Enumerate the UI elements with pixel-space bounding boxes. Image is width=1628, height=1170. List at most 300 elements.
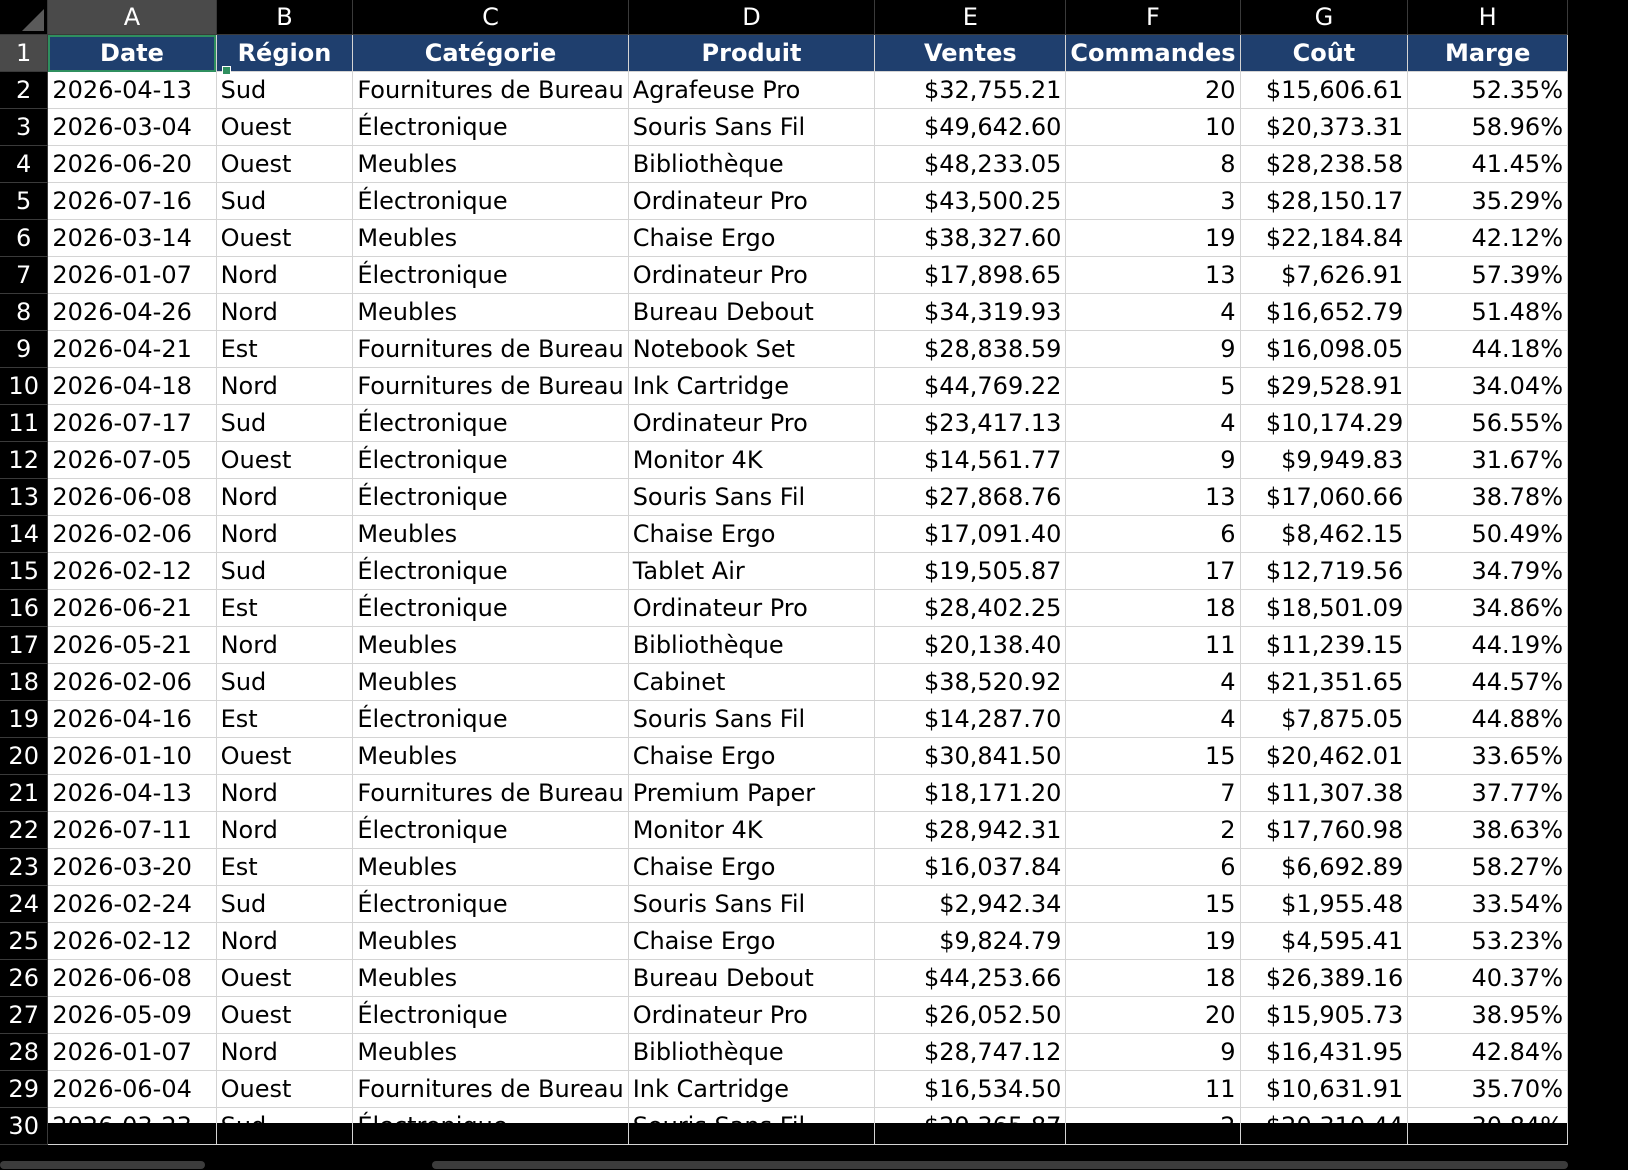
cell-date[interactable]: 2026-03-04 [48,109,216,146]
cell-cout[interactable]: $1,955.48 [1240,886,1408,923]
header-cell-commandes[interactable]: Commandes [1066,35,1240,72]
cell-date[interactable]: 2026-04-21 [48,331,216,368]
cell-cout[interactable]: $7,626.91 [1240,257,1408,294]
row-number[interactable]: 25 [0,923,48,960]
cell-categorie[interactable]: Électronique [353,812,628,849]
cell-date[interactable]: 2026-06-08 [48,960,216,997]
cell-ventes[interactable]: $2,942.34 [875,886,1066,923]
cell-commandes[interactable]: 15 [1066,886,1240,923]
cell-produit[interactable]: Ink Cartridge [628,368,875,405]
cell-marge[interactable]: 58.27% [1408,849,1568,886]
header-cell-cout[interactable]: Coût [1240,35,1408,72]
cell-cout[interactable]: $8,462.15 [1240,516,1408,553]
horizontal-scrollbar-thumb[interactable] [432,1161,1568,1169]
cell-produit[interactable]: Ink Cartridge [628,1071,875,1108]
cell-categorie[interactable]: Électronique [353,886,628,923]
cell-marge[interactable]: 52.35% [1408,72,1568,109]
row-number[interactable]: 7 [0,257,48,294]
column-heading-g[interactable]: G [1240,0,1408,35]
cell-date[interactable]: 2026-04-16 [48,701,216,738]
cell-marge[interactable]: 57.39% [1408,257,1568,294]
cell-ventes[interactable]: $28,402.25 [875,590,1066,627]
cell-region[interactable]: Nord [216,627,353,664]
table-row [0,220,1568,257]
table-row [0,812,1568,849]
cell-date[interactable]: 2026-05-21 [48,627,216,664]
cell-ventes[interactable]: $19,505.87 [875,553,1066,590]
cell-ventes[interactable]: $49,642.60 [875,109,1066,146]
table-row [0,368,1568,405]
table-row [0,405,1568,442]
cell-categorie[interactable]: Fournitures de Bureau [353,368,628,405]
table-row [0,590,1568,627]
cell-commandes[interactable]: 18 [1066,960,1240,997]
cell-categorie[interactable]: Fournitures de Bureau [353,1071,628,1108]
cell-ventes[interactable]: $9,824.79 [875,923,1066,960]
cell-marge[interactable]: 44.19% [1408,627,1568,664]
cell-marge[interactable]: 35.29% [1408,183,1568,220]
cell-commandes[interactable]: 4 [1066,294,1240,331]
cell-region[interactable]: Nord [216,1034,353,1071]
cell-date[interactable]: 2026-02-12 [48,553,216,590]
cell-commandes[interactable]: 19 [1066,220,1240,257]
cell-region[interactable]: Nord [216,368,353,405]
cell-region[interactable]: Nord [216,812,353,849]
cell-date[interactable]: 2026-06-04 [48,1071,216,1108]
cell-commandes[interactable]: 13 [1066,257,1240,294]
row-number[interactable]: 16 [0,590,48,627]
cell-cout[interactable]: $16,652.79 [1240,294,1408,331]
cell-produit[interactable]: Bibliothèque [628,1034,875,1071]
table-row [0,923,1568,960]
horizontal-scrollbar-left[interactable] [0,1161,205,1169]
cell-ventes[interactable]: $38,520.92 [875,664,1066,701]
cell-ventes[interactable]: $29,365.87 [875,1108,1066,1145]
cell-cout[interactable]: $10,631.91 [1240,1071,1408,1108]
column-heading-h[interactable]: H [1408,0,1568,35]
cell-ventes[interactable]: $28,838.59 [875,331,1066,368]
cell-commandes[interactable]: 4 [1066,664,1240,701]
cell-ventes[interactable]: $44,769.22 [875,368,1066,405]
cell-cout[interactable]: $26,389.16 [1240,960,1408,997]
cell-region[interactable]: Nord [216,775,353,812]
cell-produit[interactable]: Chaise Ergo [628,738,875,775]
cell-region[interactable]: Ouest [216,960,353,997]
cell-date[interactable]: 2026-02-06 [48,664,216,701]
cell-date[interactable]: 2026-01-07 [48,257,216,294]
row-number[interactable]: 24 [0,886,48,923]
cell-cout[interactable]: $20,310.44 [1240,1108,1408,1145]
cell-categorie[interactable]: Fournitures de Bureau [353,331,628,368]
cell-categorie[interactable]: Électronique [353,183,628,220]
cell-marge[interactable]: 41.45% [1408,146,1568,183]
cell-produit[interactable]: Tablet Air [628,553,875,590]
cell-categorie[interactable]: Électronique [353,442,628,479]
row-number[interactable]: 28 [0,1034,48,1071]
cell-categorie[interactable]: Meubles [353,220,628,257]
cell-region[interactable]: Sud [216,886,353,923]
cell-produit[interactable]: Cabinet [628,664,875,701]
header-cell-produit[interactable]: Produit [628,35,875,72]
cell-categorie[interactable]: Fournitures de Bureau [353,775,628,812]
table-row [0,1034,1568,1071]
table-row [0,442,1568,479]
cell-commandes[interactable]: 3 [1066,183,1240,220]
cell-categorie[interactable]: Électronique [353,553,628,590]
cell-marge[interactable]: 44.88% [1408,701,1568,738]
cell-cout[interactable]: $28,150.17 [1240,183,1408,220]
select-all-triangle-icon [22,9,44,31]
row-number-1[interactable]: 1 [0,35,48,72]
cell-produit[interactable]: Ordinateur Pro [628,405,875,442]
cell-produit[interactable]: Bureau Debout [628,960,875,997]
cell-date[interactable]: 2026-07-16 [48,183,216,220]
cell-region[interactable]: Est [216,590,353,627]
cell-cout[interactable]: $20,462.01 [1240,738,1408,775]
cell-categorie[interactable]: Électronique [353,405,628,442]
cell-ventes[interactable]: $17,091.40 [875,516,1066,553]
cell-commandes[interactable]: 7 [1066,775,1240,812]
cell-marge[interactable]: 42.84% [1408,1034,1568,1071]
cell-ventes[interactable]: $30,841.50 [875,738,1066,775]
cell-cout[interactable]: $7,875.05 [1240,701,1408,738]
cell-produit[interactable]: Chaise Ergo [628,220,875,257]
column-heading-b[interactable]: B [216,0,353,35]
row-number[interactable]: 9 [0,331,48,368]
cell-cout[interactable]: $16,098.05 [1240,331,1408,368]
cell-cout[interactable]: $17,060.66 [1240,479,1408,516]
cell-categorie[interactable]: Électronique [353,479,628,516]
cell-categorie[interactable]: Électronique [353,701,628,738]
column-heading-a[interactable]: A [48,0,216,35]
cell-marge[interactable]: 40.37% [1408,960,1568,997]
row-number[interactable]: 6 [0,220,48,257]
cell-categorie[interactable]: Meubles [353,960,628,997]
cell-marge[interactable]: 56.55% [1408,405,1568,442]
cell-region[interactable]: Ouest [216,442,353,479]
cell-date[interactable]: 2026-04-13 [48,72,216,109]
cell-cout[interactable]: $4,595.41 [1240,923,1408,960]
cell-date[interactable]: 2026-06-08 [48,479,216,516]
cell-date[interactable]: 2026-05-09 [48,997,216,1034]
cell-date[interactable]: 2026-04-18 [48,368,216,405]
table-row [0,960,1568,997]
cell-cout[interactable]: $21,351.65 [1240,664,1408,701]
cell-commandes[interactable]: 17 [1066,553,1240,590]
table-row [0,627,1568,664]
cell-categorie[interactable]: Meubles [353,923,628,960]
cell-produit[interactable]: Ordinateur Pro [628,183,875,220]
row-number[interactable]: 29 [0,1071,48,1108]
table-row [0,701,1568,738]
cell-cout[interactable]: $18,501.09 [1240,590,1408,627]
cell-commandes[interactable]: 9 [1066,331,1240,368]
cell-ventes[interactable]: $26,052.50 [875,997,1066,1034]
header-cell-marge[interactable]: Marge [1408,35,1568,72]
cell-date[interactable]: 2026-01-07 [48,1034,216,1071]
cell-date[interactable]: 2026-03-23 [48,1108,216,1145]
cell-marge[interactable]: 33.65% [1408,738,1568,775]
cell-cout[interactable]: $29,528.91 [1240,368,1408,405]
cell-marge[interactable]: 38.63% [1408,812,1568,849]
row-number[interactable]: 13 [0,479,48,516]
cell-ventes[interactable]: $16,037.84 [875,849,1066,886]
cell-cout[interactable]: $20,373.31 [1240,109,1408,146]
cell-commandes[interactable]: 8 [1066,146,1240,183]
cell-categorie[interactable]: Meubles [353,738,628,775]
row-number[interactable]: 11 [0,405,48,442]
cell-categorie[interactable]: Meubles [353,664,628,701]
table-row [0,664,1568,701]
cell-produit[interactable]: Premium Paper [628,775,875,812]
cell-date[interactable]: 2026-04-26 [48,294,216,331]
cell-produit[interactable]: Ordinateur Pro [628,257,875,294]
cell-marge[interactable]: 53.23% [1408,923,1568,960]
cell-ventes[interactable]: $44,253.66 [875,960,1066,997]
cell-commandes[interactable]: 11 [1066,627,1240,664]
cell-date[interactable]: 2026-06-20 [48,146,216,183]
column-heading-e[interactable]: E [875,0,1066,35]
row-number[interactable]: 19 [0,701,48,738]
cell-categorie[interactable]: Meubles [353,294,628,331]
cell-cout[interactable]: $15,606.61 [1240,72,1408,109]
cell-produit[interactable]: Bibliothèque [628,627,875,664]
header-cell-categorie[interactable]: Catégorie [353,35,628,72]
column-heading-d[interactable]: D [628,0,875,35]
cell-produit[interactable]: Bureau Debout [628,294,875,331]
cell-cout[interactable]: $28,238.58 [1240,146,1408,183]
cell-date[interactable]: 2026-03-14 [48,220,216,257]
cell-produit[interactable]: Chaise Ergo [628,849,875,886]
cell-ventes[interactable]: $28,942.31 [875,812,1066,849]
cell-ventes[interactable]: $48,233.05 [875,146,1066,183]
cell-commandes[interactable]: 5 [1066,368,1240,405]
cell-categorie[interactable]: Électronique [353,590,628,627]
cell-date[interactable]: 2026-07-17 [48,405,216,442]
cell-marge[interactable]: 58.96% [1408,109,1568,146]
cell-region[interactable]: Sud [216,405,353,442]
cell-commandes[interactable]: 6 [1066,516,1240,553]
row-number[interactable]: 8 [0,294,48,331]
cell-region[interactable]: Ouest [216,109,353,146]
cell-date[interactable]: 2026-02-12 [48,923,216,960]
cell-region[interactable]: Ouest [216,146,353,183]
header-cell-date[interactable]: Date [48,35,216,72]
cell-commandes[interactable]: 10 [1066,109,1240,146]
row-number[interactable]: 4 [0,146,48,183]
cell-categorie[interactable]: Électronique [353,997,628,1034]
cell-commandes[interactable]: 20 [1066,72,1240,109]
header-cell-region[interactable]: Région [216,35,353,72]
cell-categorie[interactable]: Meubles [353,849,628,886]
row-number[interactable]: 10 [0,368,48,405]
cell-produit[interactable]: Souris Sans Fil [628,701,875,738]
cell-produit[interactable]: Souris Sans Fil [628,479,875,516]
cell-produit[interactable]: Ordinateur Pro [628,997,875,1034]
cell-marge[interactable]: 34.04% [1408,368,1568,405]
cell-marge[interactable]: 38.78% [1408,479,1568,516]
cell-cout[interactable]: $16,431.95 [1240,1034,1408,1071]
row-number[interactable]: 21 [0,775,48,812]
cell-categorie[interactable]: Électronique [353,1108,628,1145]
cell-ventes[interactable]: $43,500.25 [875,183,1066,220]
cell-categorie[interactable]: Meubles [353,627,628,664]
cell-marge[interactable]: 37.77% [1408,775,1568,812]
cell-marge[interactable]: 35.70% [1408,1071,1568,1108]
cell-region[interactable]: Sud [216,1108,353,1145]
cell-commandes[interactable]: 18 [1066,590,1240,627]
cell-ventes[interactable]: $16,534.50 [875,1071,1066,1108]
cell-commandes[interactable]: 13 [1066,479,1240,516]
cell-region[interactable]: Sud [216,553,353,590]
table-row [0,553,1568,590]
column-heading-f[interactable]: F [1066,0,1240,35]
cell-date[interactable]: 2026-01-10 [48,738,216,775]
column-heading-c[interactable]: C [353,0,628,35]
cell-region[interactable]: Nord [216,479,353,516]
cell-marge[interactable]: 34.86% [1408,590,1568,627]
cell-region[interactable]: Est [216,849,353,886]
cell-ventes[interactable]: $32,755.21 [875,72,1066,109]
cell-region[interactable]: Nord [216,923,353,960]
cell-cout[interactable]: $15,905.73 [1240,997,1408,1034]
cell-ventes[interactable]: $14,287.70 [875,701,1066,738]
cell-region[interactable]: Sud [216,72,353,109]
cell-region[interactable]: Nord [216,294,353,331]
cell-commandes[interactable]: 19 [1066,923,1240,960]
cell-date[interactable]: 2026-02-06 [48,516,216,553]
cell-region[interactable]: Sud [216,664,353,701]
cell-cout[interactable]: $6,692.89 [1240,849,1408,886]
cell-region[interactable]: Nord [216,516,353,553]
cell-categorie[interactable]: Meubles [353,1034,628,1071]
row-number[interactable]: 23 [0,849,48,886]
cell-produit[interactable]: Souris Sans Fil [628,109,875,146]
header-row [0,35,1568,72]
row-number[interactable]: 14 [0,516,48,553]
cell-region[interactable]: Est [216,701,353,738]
cell-ventes[interactable]: $38,327.60 [875,220,1066,257]
cell-marge[interactable]: 34.79% [1408,553,1568,590]
cell-date[interactable]: 2026-02-24 [48,886,216,923]
cell-region[interactable]: Sud [216,183,353,220]
cell-region[interactable]: Ouest [216,997,353,1034]
cell-commandes[interactable]: 2 [1066,812,1240,849]
cell-categorie[interactable]: Meubles [353,146,628,183]
cell-marge[interactable]: 31.67% [1408,442,1568,479]
cell-cout[interactable]: $11,239.15 [1240,627,1408,664]
cell-commandes[interactable]: 9 [1066,1034,1240,1071]
row-number[interactable]: 2 [0,72,48,109]
row-number[interactable]: 5 [0,183,48,220]
cell-marge[interactable]: 50.49% [1408,516,1568,553]
cell-produit[interactable]: Chaise Ergo [628,516,875,553]
column-heading-row [0,0,1568,35]
cell-date[interactable]: 2026-07-05 [48,442,216,479]
cell-marge[interactable]: 30.84% [1408,1108,1568,1145]
cell-produit[interactable]: Bibliothèque [628,146,875,183]
cell-date[interactable]: 2026-03-20 [48,849,216,886]
cell-ventes[interactable]: $20,138.40 [875,627,1066,664]
cell-ventes[interactable]: $18,171.20 [875,775,1066,812]
cell-categorie[interactable]: Électronique [353,109,628,146]
cell-date[interactable]: 2026-06-21 [48,590,216,627]
row-number[interactable]: 30 [0,1108,48,1145]
cell-commandes[interactable]: 4 [1066,701,1240,738]
row-number[interactable]: 26 [0,960,48,997]
cell-ventes[interactable]: $34,319.93 [875,294,1066,331]
cell-commandes[interactable]: 6 [1066,849,1240,886]
cell-marge[interactable]: 42.12% [1408,220,1568,257]
cell-ventes[interactable]: $23,417.13 [875,405,1066,442]
cell-commandes[interactable]: 11 [1066,1071,1240,1108]
cell-commandes[interactable]: 20 [1066,997,1240,1034]
row-number[interactable]: 18 [0,664,48,701]
cell-produit[interactable]: Souris Sans Fil [628,1108,875,1145]
cell-marge[interactable]: 38.95% [1408,997,1568,1034]
cell-produit[interactable]: Ordinateur Pro [628,590,875,627]
cell-commandes[interactable]: 15 [1066,738,1240,775]
cell-ventes[interactable]: $27,868.76 [875,479,1066,516]
cell-region[interactable]: Ouest [216,738,353,775]
cell-produit[interactable]: Monitor 4K [628,442,875,479]
cell-produit[interactable]: Chaise Ergo [628,923,875,960]
row-number[interactable]: 12 [0,442,48,479]
cell-produit[interactable]: Monitor 4K [628,812,875,849]
cell-cout[interactable]: $12,719.56 [1240,553,1408,590]
cell-cout[interactable]: $22,184.84 [1240,220,1408,257]
cell-categorie[interactable]: Fournitures de Bureau [353,72,628,109]
fill-handle[interactable] [222,66,231,75]
cell-marge[interactable]: 33.54% [1408,886,1568,923]
row-number[interactable]: 15 [0,553,48,590]
cell-region[interactable]: Nord [216,257,353,294]
cell-region[interactable]: Est [216,331,353,368]
select-all-corner[interactable] [0,0,48,35]
cell-categorie[interactable]: Électronique [353,257,628,294]
cell-marge[interactable]: 44.57% [1408,664,1568,701]
cell-commandes[interactable]: 2 [1066,1108,1240,1145]
cell-date[interactable]: 2026-04-13 [48,775,216,812]
cell-marge[interactable]: 51.48% [1408,294,1568,331]
cell-ventes[interactable]: $14,561.77 [875,442,1066,479]
cell-region[interactable]: Ouest [216,220,353,257]
cell-marge[interactable]: 44.18% [1408,331,1568,368]
row-number[interactable]: 17 [0,627,48,664]
cell-commandes[interactable]: 4 [1066,405,1240,442]
row-number[interactable]: 22 [0,812,48,849]
cell-region[interactable]: Ouest [216,1071,353,1108]
table-row [0,886,1568,923]
row-number[interactable]: 3 [0,109,48,146]
cell-ventes[interactable]: $28,747.12 [875,1034,1066,1071]
cell-cout[interactable]: $10,174.29 [1240,405,1408,442]
cell-produit[interactable]: Agrafeuse Pro [628,72,875,109]
cell-produit[interactable]: Souris Sans Fil [628,886,875,923]
cell-categorie[interactable]: Meubles [353,516,628,553]
cell-cout[interactable]: $9,949.83 [1240,442,1408,479]
header-cell-ventes[interactable]: Ventes [875,35,1066,72]
cell-cout[interactable]: $17,760.98 [1240,812,1408,849]
cell-commandes[interactable]: 9 [1066,442,1240,479]
row-number[interactable]: 27 [0,997,48,1034]
cell-produit[interactable]: Notebook Set [628,331,875,368]
cell-date[interactable]: 2026-07-11 [48,812,216,849]
cell-cout[interactable]: $11,307.38 [1240,775,1408,812]
row-number[interactable]: 20 [0,738,48,775]
cell-ventes[interactable]: $17,898.65 [875,257,1066,294]
table-row [0,997,1568,1034]
